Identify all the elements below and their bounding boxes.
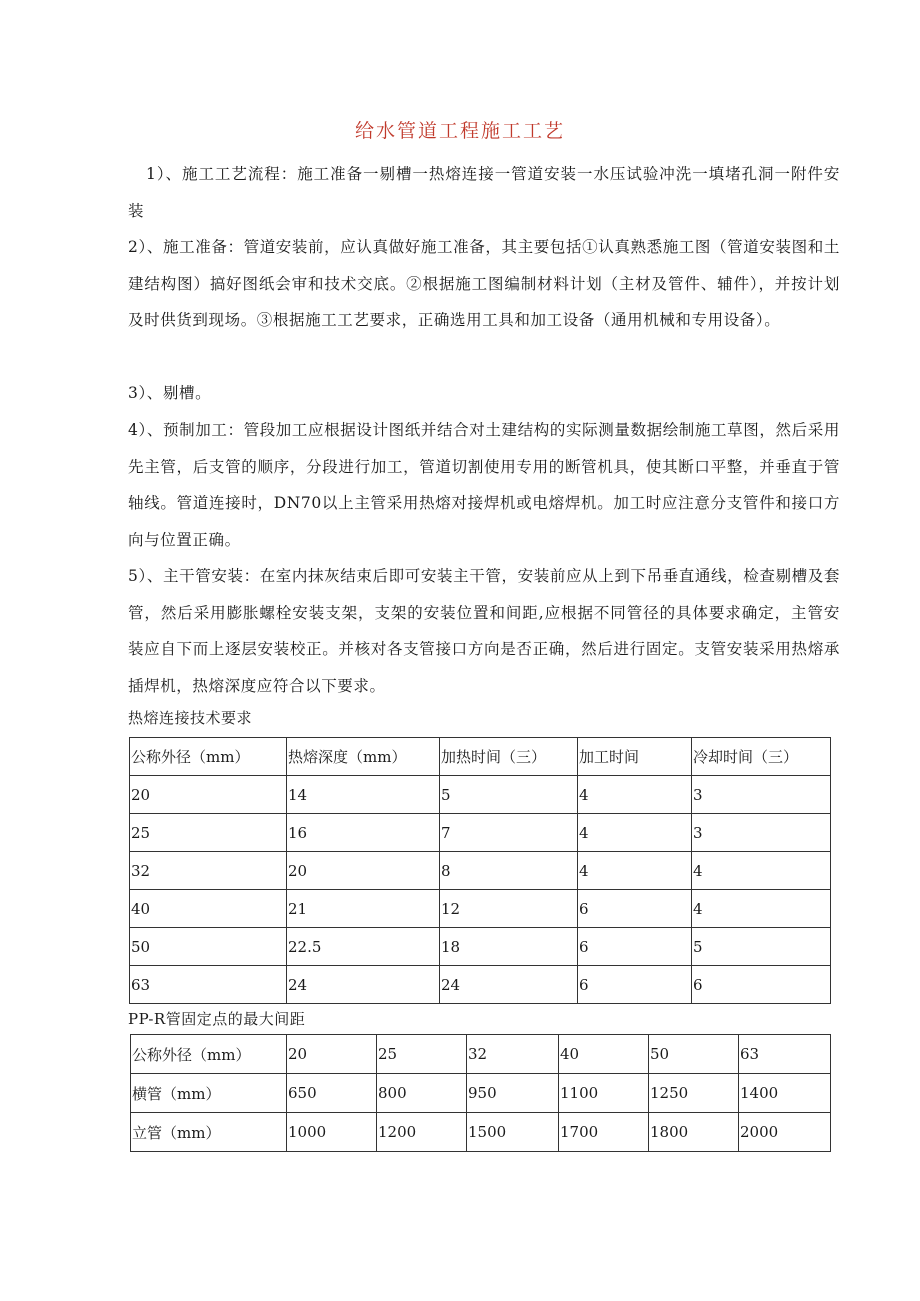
table-cell: 1400	[739, 1074, 831, 1113]
header-cell: 公称外径（mm）	[130, 738, 287, 776]
table2-caption: PP-R管固定点的最大间距	[128, 1010, 306, 1028]
table-cell: 63	[130, 966, 287, 1004]
table-cell: 950	[467, 1074, 559, 1113]
table-cell: 25	[377, 1035, 467, 1074]
table-cell: 2000	[739, 1113, 831, 1152]
table-cell: 24	[287, 966, 440, 1004]
table-cell: 1200	[377, 1113, 467, 1152]
table-row	[130, 966, 831, 1004]
header-cell: 加热时间（三）	[440, 738, 578, 776]
table-cell: 20	[130, 776, 287, 814]
table-cell: 6	[578, 890, 692, 928]
table-cell: 4	[692, 852, 831, 890]
table-cell: 1800	[649, 1113, 739, 1152]
table-row	[130, 928, 831, 966]
fixing-spacing-table	[130, 1034, 831, 1152]
table-cell: 16	[287, 814, 440, 852]
table-cell: 20	[287, 852, 440, 890]
table-row	[130, 852, 831, 890]
table-cell: 650	[287, 1074, 377, 1113]
table-cell: 7	[440, 814, 578, 852]
table-cell: 1000	[287, 1113, 377, 1152]
table-cell: 50	[130, 928, 287, 966]
table-cell: 5	[440, 776, 578, 814]
table-cell: 20	[287, 1035, 377, 1074]
table-cell: 40	[130, 890, 287, 928]
header-cell: 热熔深度（mm）	[287, 738, 440, 776]
paragraph-process-flow: 1）、施工工艺流程：施工准备一剔槽一热熔连接一管道安装一水压试验冲洗一填堵孔洞一附件安装	[128, 165, 840, 220]
table-row	[130, 776, 831, 814]
table-cell: 18	[440, 928, 578, 966]
table-cell: 14	[287, 776, 440, 814]
table-cell: 4	[578, 814, 692, 852]
table-cell: 4	[692, 890, 831, 928]
paragraph-preparation: 2）、施工准备：管道安装前，应认真做好施工准备，其主要包括①认真熟悉施工图（管道安装图和土建结构图）搞好图纸会审和技术交底。②根据施工图编制材料计划（主材及管件、辅件），并按计划及时供货到现场。③根据施工工艺要求，正确选用工具和加工设备（通用机械和专用设备）。	[128, 238, 840, 329]
table-cell: 3	[692, 776, 831, 814]
table-cell: 立管（mm）	[131, 1113, 287, 1152]
table-cell: 25	[130, 814, 287, 852]
table-cell: 5	[692, 928, 831, 966]
table-cell: 4	[578, 852, 692, 890]
table-cell: 8	[440, 852, 578, 890]
table-cell: 1250	[649, 1074, 739, 1113]
table-cell: 4	[578, 776, 692, 814]
table-cell: 800	[377, 1074, 467, 1113]
table-cell: 63	[739, 1035, 831, 1074]
table-cell: 6	[578, 928, 692, 966]
document-title: 给水管道工程施工工艺	[354, 120, 565, 142]
table-cell: 21	[287, 890, 440, 928]
paragraph-main-pipe-install: 5）、主干管安装：在室内抹灰结束后即可安装主干管，安装前应从上到下吊垂直通线，检查剔槽及套管，然后采用膨胀螺栓安装支架，支架的安装位置和间距,应根据不同管径的具体要求确定，主管安装应自下而上逐层安装校正。并核对各支管接口方向是否正确，然后进行固定。支管安装采用热熔承插焊机，热熔深度应符合以下要求。	[128, 567, 840, 695]
paragraph-groove-cutting: 3）、剔槽。	[128, 384, 212, 402]
table-cell: 32	[130, 852, 287, 890]
table-cell: 1700	[559, 1113, 649, 1152]
table-cell: 24	[440, 966, 578, 1004]
table-header-row	[130, 738, 831, 776]
table1-caption: 热熔连接技术要求	[128, 709, 253, 727]
table-row	[131, 1074, 831, 1113]
table-row	[131, 1035, 831, 1074]
table-cell: 1100	[559, 1074, 649, 1113]
table-row	[131, 1113, 831, 1152]
table-cell: 6	[578, 966, 692, 1004]
table-cell: 32	[467, 1035, 559, 1074]
table-cell: 1500	[467, 1113, 559, 1152]
table-row	[130, 814, 831, 852]
table-cell: 50	[649, 1035, 739, 1074]
table-cell: 6	[692, 966, 831, 1004]
table-cell: 公称外径（mm）	[131, 1035, 287, 1074]
hot-melt-requirements-table	[129, 737, 831, 1004]
table-cell: 40	[559, 1035, 649, 1074]
table-cell: 横管（mm）	[131, 1074, 287, 1113]
table-cell: 22.5	[287, 928, 440, 966]
table-cell: 3	[692, 814, 831, 852]
header-cell: 冷却时间（三）	[692, 738, 831, 776]
header-cell: 加工时间	[578, 738, 692, 776]
table-cell: 12	[440, 890, 578, 928]
table-row	[130, 890, 831, 928]
paragraph-prefabrication: 4）、预制加工：管段加工应根据设计图纸并结合对土建结构的实际测量数据绘制施工草图，然后采用先主管，后支管的顺序，分段进行加工，管道切割使用专用的断管机具，使其断口平整，并垂直于管轴线。管道连接时，DN70以上主管采用热熔对接焊机或电熔焊机。加工时应注意分支管件和接口方向与位置正确。	[128, 421, 840, 549]
